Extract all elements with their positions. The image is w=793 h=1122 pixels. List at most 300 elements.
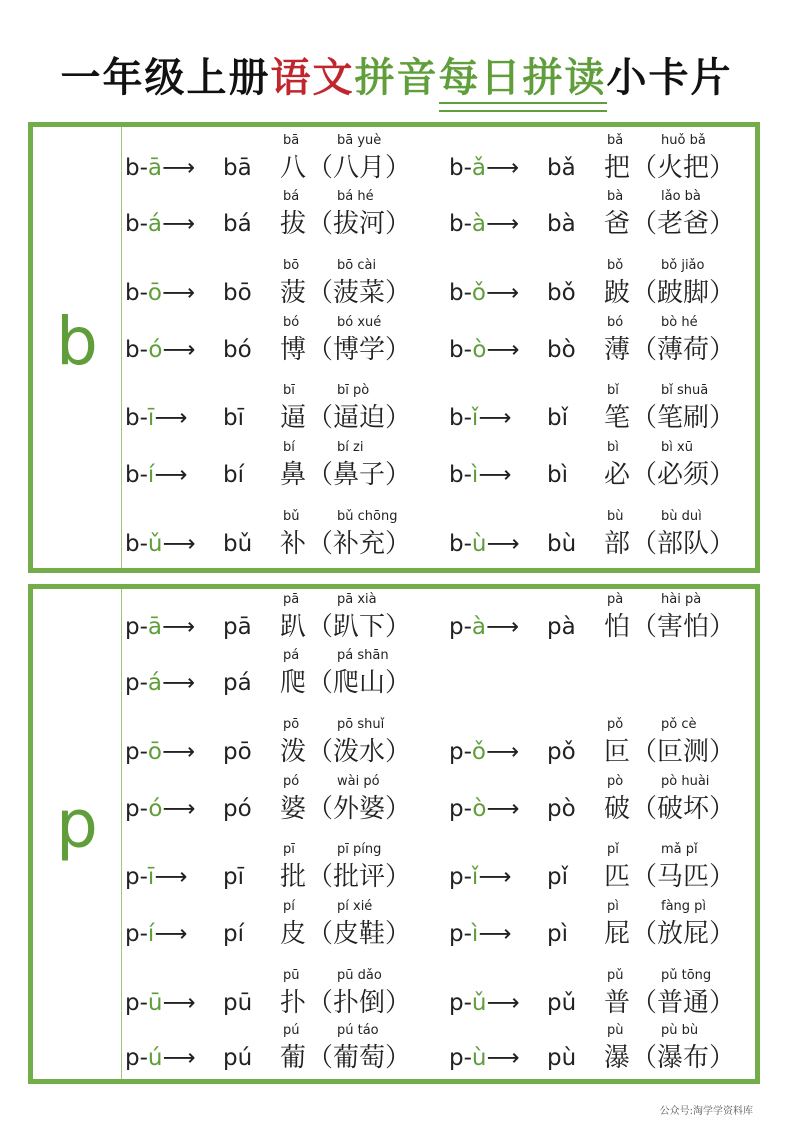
character: 八 bbox=[280, 153, 307, 183]
spelling-formula bbox=[125, 668, 195, 698]
dash: - bbox=[463, 921, 472, 947]
final-vowel: ǒ bbox=[471, 739, 486, 765]
dash: - bbox=[139, 462, 148, 488]
dash: - bbox=[463, 990, 472, 1016]
word-pinyin: wài pó bbox=[337, 774, 380, 789]
final-vowel: ǒ bbox=[471, 280, 486, 306]
spelling-formula bbox=[125, 737, 195, 767]
initial: p bbox=[449, 1045, 464, 1071]
syllable: bǒ bbox=[547, 280, 576, 306]
initial: b bbox=[125, 155, 140, 181]
dash: - bbox=[463, 864, 472, 890]
dash: - bbox=[463, 1045, 472, 1071]
word-pinyin: pú táo bbox=[337, 1023, 379, 1038]
card-b bbox=[28, 122, 760, 573]
dash: - bbox=[463, 462, 472, 488]
word: （爬山） bbox=[307, 668, 412, 698]
character-pinyin: pì bbox=[607, 899, 619, 914]
dash: - bbox=[139, 990, 148, 1016]
final-vowel: í bbox=[147, 921, 155, 947]
initial: p bbox=[125, 990, 140, 1016]
word: （破坏） bbox=[631, 794, 736, 824]
syllable: pù bbox=[547, 1045, 577, 1071]
pinyin-entry bbox=[125, 717, 445, 767]
character: 屁 bbox=[604, 919, 631, 949]
arrow-icon: ⟶ bbox=[162, 155, 196, 181]
word: （八月） bbox=[307, 153, 412, 183]
word: （叵测） bbox=[631, 737, 736, 767]
character-pinyin: pí bbox=[283, 899, 295, 914]
syllable: pǒ bbox=[547, 739, 576, 765]
final-vowel: ǔ bbox=[471, 990, 487, 1016]
final-vowel: ú bbox=[147, 1045, 163, 1071]
character-pinyin: bì bbox=[607, 440, 619, 455]
arrow-icon: ⟶ bbox=[162, 670, 196, 696]
arrow-icon: ⟶ bbox=[154, 864, 188, 890]
syllable: pò bbox=[547, 796, 576, 822]
word-pinyin: pō shuǐ bbox=[337, 717, 385, 732]
initial: b bbox=[125, 211, 140, 237]
initial: p bbox=[125, 670, 140, 696]
card-p bbox=[28, 584, 760, 1084]
spelling-formula bbox=[449, 460, 511, 490]
word: （普通） bbox=[631, 988, 736, 1018]
spelling-formula bbox=[449, 737, 519, 767]
word-pinyin: pā xià bbox=[337, 592, 377, 607]
word-pinyin: bù duì bbox=[661, 509, 702, 524]
word-pinyin: hài pà bbox=[661, 592, 702, 607]
final-vowel: ì bbox=[471, 921, 479, 947]
character-pinyin: pà bbox=[607, 592, 624, 607]
word-pinyin: bò hé bbox=[661, 315, 698, 330]
dash: - bbox=[139, 155, 148, 181]
dash: - bbox=[463, 155, 472, 181]
pinyin-entry bbox=[449, 258, 769, 308]
syllable: pā bbox=[223, 614, 252, 640]
word: （放屁） bbox=[631, 919, 736, 949]
word: （泼水） bbox=[307, 737, 412, 767]
pinyin-entry bbox=[449, 774, 769, 824]
arrow-icon: ⟶ bbox=[478, 921, 512, 947]
character-pinyin: pā bbox=[283, 592, 300, 607]
final-vowel: à bbox=[471, 211, 487, 237]
spelling-formula bbox=[449, 919, 511, 949]
syllable: pú bbox=[223, 1045, 253, 1071]
final-vowel: ǐ bbox=[471, 864, 479, 890]
spelling-formula bbox=[125, 1043, 195, 1073]
arrow-icon: ⟶ bbox=[162, 337, 196, 363]
initial: b bbox=[125, 531, 140, 557]
initial: b bbox=[449, 531, 464, 557]
initial: p bbox=[125, 614, 140, 640]
final-vowel: í bbox=[147, 462, 155, 488]
character: 匹 bbox=[604, 862, 631, 892]
dash: - bbox=[139, 1045, 148, 1071]
title-part-1: 一年级上册 bbox=[60, 55, 271, 101]
initial: b bbox=[449, 155, 464, 181]
spelling-formula bbox=[125, 794, 195, 824]
spelling-formula bbox=[125, 403, 187, 433]
arrow-icon: ⟶ bbox=[486, 739, 519, 765]
word-pinyin: bí zi bbox=[337, 440, 364, 455]
initial: p bbox=[125, 864, 140, 890]
character: 爬 bbox=[280, 668, 307, 698]
word: （外婆） bbox=[307, 794, 412, 824]
dash: - bbox=[139, 531, 148, 557]
dash: - bbox=[463, 280, 472, 306]
spelling-formula bbox=[125, 278, 195, 308]
character-pinyin: pá bbox=[283, 648, 300, 663]
final-vowel: ō bbox=[147, 280, 162, 306]
spelling-formula bbox=[125, 862, 187, 892]
initial: p bbox=[125, 796, 140, 822]
arrow-icon: ⟶ bbox=[486, 990, 520, 1016]
arrow-icon: ⟶ bbox=[486, 614, 520, 640]
word: （鼻子） bbox=[307, 460, 412, 490]
pinyin-entry bbox=[125, 133, 445, 183]
syllable: pá bbox=[223, 670, 252, 696]
character-pinyin: bā bbox=[283, 133, 300, 148]
initial: p bbox=[125, 1045, 140, 1071]
character: 扑 bbox=[280, 988, 307, 1018]
word: （瀑布） bbox=[631, 1043, 736, 1073]
syllable: pǔ bbox=[547, 990, 577, 1016]
pinyin-entry bbox=[125, 592, 445, 642]
arrow-icon: ⟶ bbox=[162, 1045, 196, 1071]
character: 怕 bbox=[604, 612, 631, 642]
syllable: bò bbox=[547, 337, 576, 363]
card-divider bbox=[121, 127, 122, 568]
pinyin-entry bbox=[125, 315, 445, 365]
pinyin-entry bbox=[449, 315, 769, 365]
dash: - bbox=[139, 614, 148, 640]
pinyin-entry bbox=[125, 440, 445, 490]
spelling-formula bbox=[449, 1043, 519, 1073]
title-part-5: 小卡片 bbox=[606, 55, 733, 101]
final-vowel: à bbox=[471, 614, 487, 640]
dash: - bbox=[463, 211, 472, 237]
character: 菠 bbox=[280, 278, 307, 308]
arrow-icon: ⟶ bbox=[486, 1045, 520, 1071]
dash: - bbox=[463, 614, 472, 640]
final-vowel: ù bbox=[471, 531, 487, 557]
word-pinyin: pá shān bbox=[337, 648, 389, 663]
spelling-formula bbox=[125, 209, 195, 239]
arrow-icon: ⟶ bbox=[162, 796, 196, 822]
pinyin-entry bbox=[125, 842, 445, 892]
arrow-icon: ⟶ bbox=[154, 462, 188, 488]
syllable: bù bbox=[547, 531, 577, 557]
initial: p bbox=[449, 990, 464, 1016]
spelling-formula bbox=[125, 529, 195, 559]
pinyin-entry bbox=[125, 1023, 445, 1073]
word: （火把） bbox=[631, 153, 736, 183]
syllable: pǐ bbox=[547, 864, 568, 890]
final-vowel: ó bbox=[148, 796, 163, 822]
syllable: pí bbox=[223, 921, 244, 947]
initial-letter: p bbox=[56, 786, 98, 863]
character: 跛 bbox=[604, 278, 631, 308]
word-pinyin: bǒ jiǎo bbox=[661, 258, 705, 273]
character-pinyin: bǎ bbox=[607, 133, 624, 148]
pinyin-entry bbox=[125, 258, 445, 308]
pinyin-entry bbox=[449, 842, 769, 892]
final-vowel: ū bbox=[147, 990, 163, 1016]
syllable: pō bbox=[223, 739, 252, 765]
word-pinyin: bī pò bbox=[337, 383, 370, 398]
arrow-icon: ⟶ bbox=[478, 405, 512, 431]
final-vowel: ǎ bbox=[471, 155, 487, 181]
dash: - bbox=[463, 337, 473, 363]
dash: - bbox=[139, 921, 148, 947]
final-vowel: ǔ bbox=[147, 531, 163, 557]
word-pinyin: huǒ bǎ bbox=[661, 133, 706, 148]
syllable: pī bbox=[223, 864, 244, 890]
character: 泼 bbox=[280, 737, 307, 767]
word-pinyin: pū dǎo bbox=[337, 968, 382, 983]
pinyin-entry bbox=[449, 133, 769, 183]
final-vowel: ā bbox=[147, 155, 163, 181]
dash: - bbox=[139, 405, 148, 431]
final-vowel: ō bbox=[147, 739, 162, 765]
pinyin-entry bbox=[449, 899, 769, 949]
character-pinyin: pǒ bbox=[607, 717, 624, 732]
arrow-icon: ⟶ bbox=[162, 280, 195, 306]
word-pinyin: bá hé bbox=[337, 189, 374, 204]
final-vowel: ǐ bbox=[471, 405, 479, 431]
word: （跛脚） bbox=[631, 278, 736, 308]
character: 把 bbox=[604, 153, 631, 183]
word: （博学） bbox=[307, 335, 412, 365]
arrow-icon: ⟶ bbox=[154, 921, 188, 947]
word: （补充） bbox=[307, 529, 412, 559]
dash: - bbox=[139, 337, 149, 363]
pinyin-entry bbox=[125, 899, 445, 949]
character: 笔 bbox=[604, 403, 631, 433]
word: （批评） bbox=[307, 862, 412, 892]
spelling-formula bbox=[449, 153, 519, 183]
character-pinyin: pō bbox=[283, 717, 300, 732]
word-pinyin: bì xū bbox=[661, 440, 693, 455]
arrow-icon: ⟶ bbox=[486, 211, 520, 237]
character-pinyin: bó bbox=[607, 315, 624, 330]
word-pinyin: bā yuè bbox=[337, 133, 382, 148]
pinyin-entry bbox=[449, 717, 769, 767]
word: （部队） bbox=[631, 529, 736, 559]
character-pinyin: bà bbox=[607, 189, 624, 204]
arrow-icon: ⟶ bbox=[162, 531, 196, 557]
final-vowel: ò bbox=[472, 796, 487, 822]
pinyin-entry bbox=[125, 648, 445, 698]
word-pinyin: pī píng bbox=[337, 842, 382, 857]
pinyin-entry bbox=[449, 509, 769, 559]
syllable: bǎ bbox=[547, 155, 576, 181]
initial: b bbox=[125, 405, 140, 431]
arrow-icon: ⟶ bbox=[162, 211, 196, 237]
word-pinyin: pǔ tōng bbox=[661, 968, 712, 983]
dash: - bbox=[139, 280, 148, 306]
syllable: bì bbox=[547, 462, 568, 488]
initial: b bbox=[125, 280, 140, 306]
character-pinyin: bó bbox=[283, 315, 300, 330]
character-pinyin: bǒ bbox=[607, 258, 624, 273]
character-pinyin: bù bbox=[607, 509, 624, 524]
dash: - bbox=[463, 405, 472, 431]
pinyin-entry bbox=[125, 383, 445, 433]
word: （拔河） bbox=[307, 209, 412, 239]
character-pinyin: pū bbox=[283, 968, 300, 983]
pinyin-entry bbox=[449, 592, 769, 642]
character: 趴 bbox=[280, 612, 307, 642]
spelling-formula bbox=[125, 919, 187, 949]
initial: b bbox=[449, 280, 464, 306]
arrow-icon: ⟶ bbox=[162, 739, 195, 765]
pinyin-entry bbox=[125, 509, 445, 559]
dash: - bbox=[463, 796, 473, 822]
arrow-icon: ⟶ bbox=[486, 337, 520, 363]
initial: p bbox=[449, 796, 464, 822]
final-vowel: á bbox=[147, 211, 163, 237]
word-pinyin: bǔ chōng bbox=[337, 509, 398, 524]
character: 叵 bbox=[604, 737, 631, 767]
page-title bbox=[0, 48, 793, 108]
syllable: pì bbox=[547, 921, 568, 947]
initial: p bbox=[449, 864, 464, 890]
word: （逼迫） bbox=[307, 403, 412, 433]
title-part-4: 每日拼读 bbox=[439, 48, 607, 108]
word: （菠菜） bbox=[307, 278, 412, 308]
footer-credit: 公众号:淘学学资料库 bbox=[659, 1106, 753, 1117]
character-pinyin: bī bbox=[283, 383, 295, 398]
initial: b bbox=[125, 462, 140, 488]
initial: p bbox=[125, 921, 140, 947]
arrow-icon: ⟶ bbox=[486, 155, 520, 181]
syllable: bá bbox=[223, 211, 252, 237]
character-pinyin: pò bbox=[607, 774, 624, 789]
syllable: bǔ bbox=[223, 531, 253, 557]
arrow-icon: ⟶ bbox=[162, 990, 196, 1016]
word: （必须） bbox=[631, 460, 736, 490]
initial-letter: b bbox=[56, 303, 98, 380]
character-pinyin: pù bbox=[607, 1023, 624, 1038]
character-pinyin: pú bbox=[283, 1023, 300, 1038]
word: （葡萄） bbox=[307, 1043, 412, 1073]
card-divider bbox=[121, 589, 122, 1079]
character: 薄 bbox=[604, 335, 631, 365]
syllable: bà bbox=[547, 211, 576, 237]
syllable: bō bbox=[223, 280, 252, 306]
spelling-formula bbox=[449, 988, 519, 1018]
character: 瀑 bbox=[604, 1043, 631, 1073]
word: （马匹） bbox=[631, 862, 736, 892]
syllable: bǐ bbox=[547, 405, 568, 431]
character-pinyin: bǔ bbox=[283, 509, 300, 524]
dash: - bbox=[139, 796, 149, 822]
character: 批 bbox=[280, 862, 307, 892]
word: （皮鞋） bbox=[307, 919, 412, 949]
syllable: pū bbox=[223, 990, 253, 1016]
character: 博 bbox=[280, 335, 307, 365]
character: 葡 bbox=[280, 1043, 307, 1073]
final-vowel: ù bbox=[471, 1045, 487, 1071]
character: 皮 bbox=[280, 919, 307, 949]
word: （害怕） bbox=[631, 612, 736, 642]
initial: p bbox=[449, 921, 464, 947]
word-pinyin: pù bù bbox=[661, 1023, 699, 1038]
pinyin-entry bbox=[449, 189, 769, 239]
spelling-formula bbox=[125, 460, 187, 490]
dash: - bbox=[139, 211, 148, 237]
arrow-icon: ⟶ bbox=[478, 462, 512, 488]
word-pinyin: pǒ cè bbox=[661, 717, 697, 732]
final-vowel: á bbox=[147, 670, 163, 696]
character: 爸 bbox=[604, 209, 631, 239]
word-pinyin: pí xié bbox=[337, 899, 373, 914]
pinyin-entry bbox=[125, 774, 445, 824]
dash: - bbox=[139, 864, 148, 890]
spelling-formula bbox=[125, 153, 195, 183]
syllable: pà bbox=[547, 614, 576, 640]
initial: p bbox=[125, 739, 140, 765]
character-pinyin: bǐ bbox=[607, 383, 619, 398]
spelling-formula bbox=[449, 278, 519, 308]
pinyin-entry bbox=[125, 968, 445, 1018]
character-pinyin: pó bbox=[283, 774, 300, 789]
word-pinyin: fàng pì bbox=[661, 899, 707, 914]
character: 拔 bbox=[280, 209, 307, 239]
arrow-icon: ⟶ bbox=[486, 280, 519, 306]
syllable: pó bbox=[223, 796, 252, 822]
initial: b bbox=[449, 462, 464, 488]
arrow-icon: ⟶ bbox=[154, 405, 188, 431]
word: （薄荷） bbox=[631, 335, 736, 365]
syllable: bí bbox=[223, 462, 244, 488]
character-pinyin: pǐ bbox=[607, 842, 619, 857]
syllable: bī bbox=[223, 405, 244, 431]
character: 逼 bbox=[280, 403, 307, 433]
final-vowel: ò bbox=[472, 337, 487, 363]
final-vowel: ā bbox=[147, 614, 163, 640]
spelling-formula bbox=[125, 335, 195, 365]
character: 部 bbox=[604, 529, 631, 559]
title-part-3: 拼音 bbox=[354, 55, 439, 101]
character: 必 bbox=[604, 460, 631, 490]
initial: b bbox=[449, 405, 464, 431]
spelling-formula bbox=[449, 529, 519, 559]
character: 补 bbox=[280, 529, 307, 559]
character: 普 bbox=[604, 988, 631, 1018]
character-pinyin: bá bbox=[283, 189, 300, 204]
word: （老爸） bbox=[631, 209, 736, 239]
word-pinyin: bō cài bbox=[337, 258, 377, 273]
character-pinyin: pǔ bbox=[607, 968, 624, 983]
initial: b bbox=[449, 211, 464, 237]
word: （笔刷） bbox=[631, 403, 736, 433]
dash: - bbox=[463, 531, 472, 557]
dash: - bbox=[139, 670, 148, 696]
dash: - bbox=[463, 739, 472, 765]
spelling-formula bbox=[449, 403, 511, 433]
character: 鼻 bbox=[280, 460, 307, 490]
word: （趴下） bbox=[307, 612, 412, 642]
syllable: bó bbox=[223, 337, 252, 363]
syllable: bā bbox=[223, 155, 252, 181]
spelling-formula bbox=[449, 612, 519, 642]
initial: p bbox=[449, 614, 464, 640]
spelling-formula bbox=[449, 794, 519, 824]
word: （扑倒） bbox=[307, 988, 412, 1018]
final-vowel: ó bbox=[148, 337, 163, 363]
